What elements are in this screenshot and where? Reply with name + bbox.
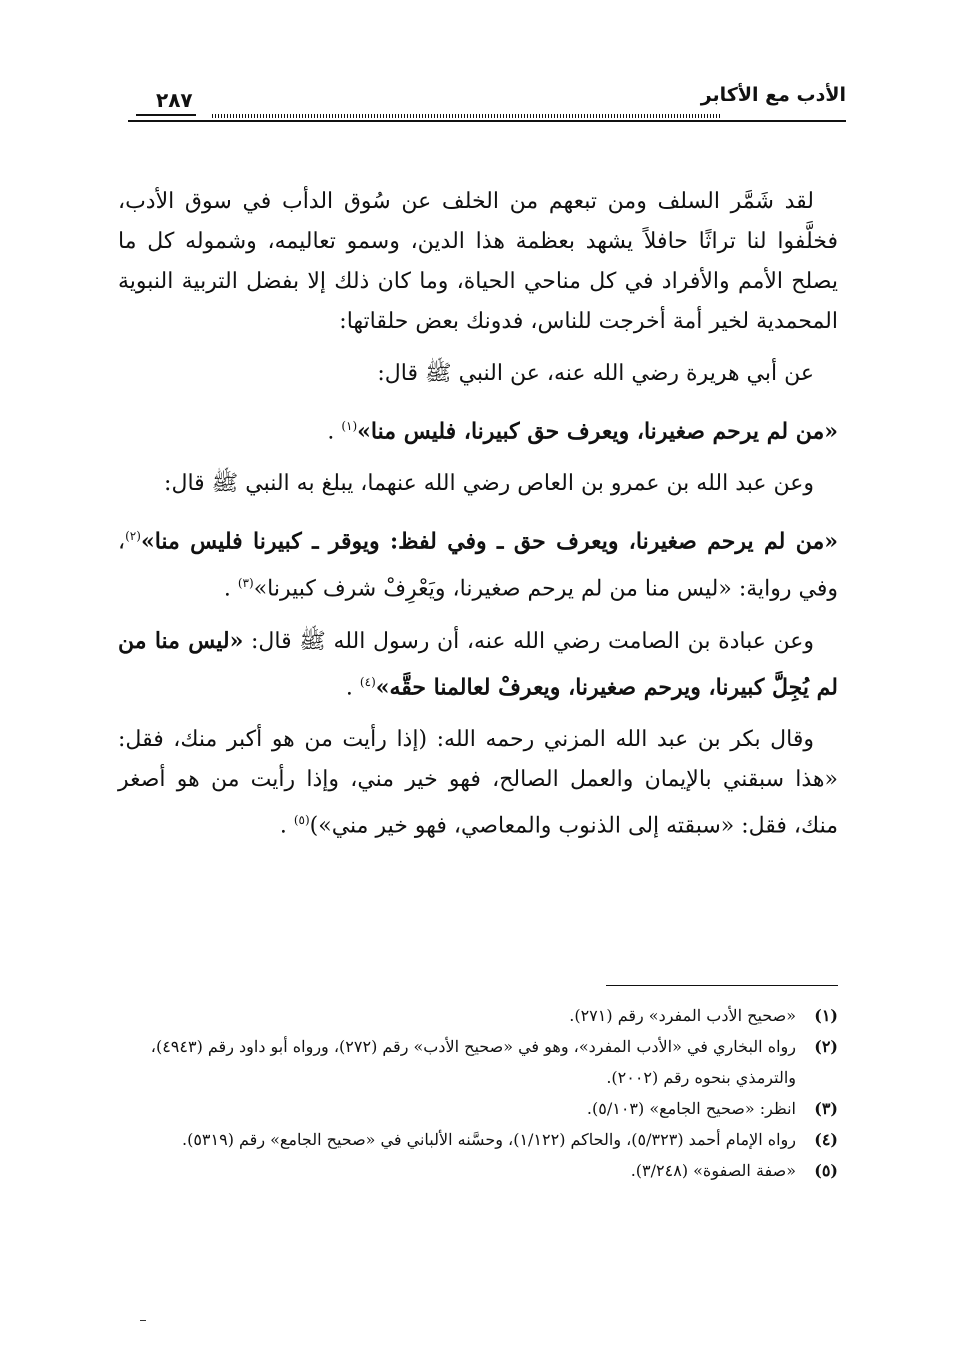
paragraph-text: عن أبي هريرة رضي الله عنه، عن النبي ﷺ قال: [377, 361, 814, 386]
paragraph-text: . [223, 575, 238, 601]
hadith-quote: «من لم يرحم صغيرنا، ويعرف حق ـ وفي لفظ: ويوقر ـ كبيرنا فليس منا» [140, 528, 838, 555]
paragraph-text: ، وفي رواية: «ليس منا من لم يرحم صغيرنا، ويَعْرِفْ شرف كبيرنا» [118, 529, 838, 601]
hadith-quote: «من لم يرحم صغيرنا، ويعرف حق كبيرنا، فليس منا» [357, 418, 838, 445]
paragraph-text: وعن عبادة بن الصامت رضي الله عنه، أن رسول الله ﷺ قال: [243, 628, 814, 654]
footnote-separator [118, 985, 838, 986]
footnotes [118, 1000, 838, 1186]
paragraph-text: . [279, 813, 294, 839]
paragraph-athar [118, 720, 838, 846]
paragraph-hadith-2-intro [118, 464, 838, 504]
running-header [128, 78, 846, 128]
paragraph-intro [118, 182, 838, 342]
footnote-item [118, 1155, 838, 1186]
paragraph-text: . [345, 675, 360, 701]
footnote-item [118, 1124, 838, 1155]
footnote-number: (٥) [814, 1161, 838, 1180]
paragraph-text: لقد شَمَّر السلف ومن تبعهم من الخلف عن سُوق الدأب في سوق الأدب، فخلَّفوا لنا تراثًا حافلاً يشهد بعظمة هذا الدين، وسمو تعاليمه، وشموله كل ما يصلح الأمم والأفراد في كل مناحي الحياة، وما كان ذلك إلا بفضل التربية النبوية المحمدية لخير أمة أخرجت للناس، فدونك بعض حلقاتها: [118, 189, 838, 334]
footnote-text: «صحيح الأدب المفرد» رقم (٢٧١). [569, 1006, 796, 1025]
page-number: ٢٨٧ [150, 88, 199, 112]
footnote-item [118, 1000, 838, 1031]
header-rule [128, 120, 846, 122]
footnote-text: رواه البخاري في «الأدب المفرد»، وهو في «صحيح الأدب» رقم (٢٧٢)، ورواه أبو داود رقم (٤٩٤٣)، والترمذي بنحوه رقم (٢٠٠٢). [150, 1037, 796, 1087]
paragraph-text: . [327, 419, 342, 445]
footnote-ref: (٤) [359, 674, 376, 689]
header-short-rule [136, 114, 196, 116]
footnote-ref: (٥) [293, 813, 310, 828]
scan-mark [140, 1320, 146, 1321]
hadith-quote: «ليس منا من لم يُجِلَّ كبيرنا، ويرحم صغيرنا، ويعرفْ لعالمنا حقَّه» [118, 627, 838, 701]
footnote-text: رواه الإمام أحمد (٥/٣٢٣)، والحاكم (١/١٢٢)، وحسَّنه الألباني في «صحيح الجامع» رقم (٥٣١٩). [181, 1130, 796, 1149]
main-text [118, 182, 838, 859]
footnote-item [118, 1031, 838, 1093]
footnote-ref: (٢) [125, 529, 141, 544]
paragraph-hadith-2-text [118, 516, 838, 609]
chapter-title: الأدب مع الأكابر [700, 84, 846, 106]
paragraph-hadith-1-intro [118, 354, 838, 394]
footnote-text: «صفة الصفوة» (٣/٢٤٨). [630, 1161, 796, 1180]
separator-line [606, 985, 838, 986]
footnote-number: (٤) [814, 1130, 838, 1149]
paragraph-hadith-1-text [118, 406, 838, 452]
footnote-ref: (١) [341, 419, 358, 433]
footnote-number: (٢) [814, 1037, 838, 1056]
header-dotted-rule [212, 114, 720, 118]
paragraph-text: وقال بكر بن عبد الله المزني رحمه الله: (إذا رأيت من هو أكبر منك، فقل: «هذا سبقني بالإيمان والعمل الصالح، فهو خير مني، وإذا رأيت من هو أصغر منك، فقل: «سبقته إلى الذنوب والمعاصي، فهو خير مني») [118, 727, 838, 839]
paragraph-text: وعن عبد الله بن عمرو بن العاص رضي الله عنهما، يبلغ به النبي ﷺ قال: [164, 471, 814, 497]
footnote-number: (١) [814, 1006, 838, 1025]
paragraph-hadith-3 [118, 621, 838, 708]
footnote-number: (٣) [814, 1099, 838, 1118]
footnote-ref: (٣) [237, 575, 254, 590]
footnote-text: انظر: «صحيح الجامع» (٥/١٠٣). [586, 1099, 796, 1118]
footnote-item [118, 1093, 838, 1124]
